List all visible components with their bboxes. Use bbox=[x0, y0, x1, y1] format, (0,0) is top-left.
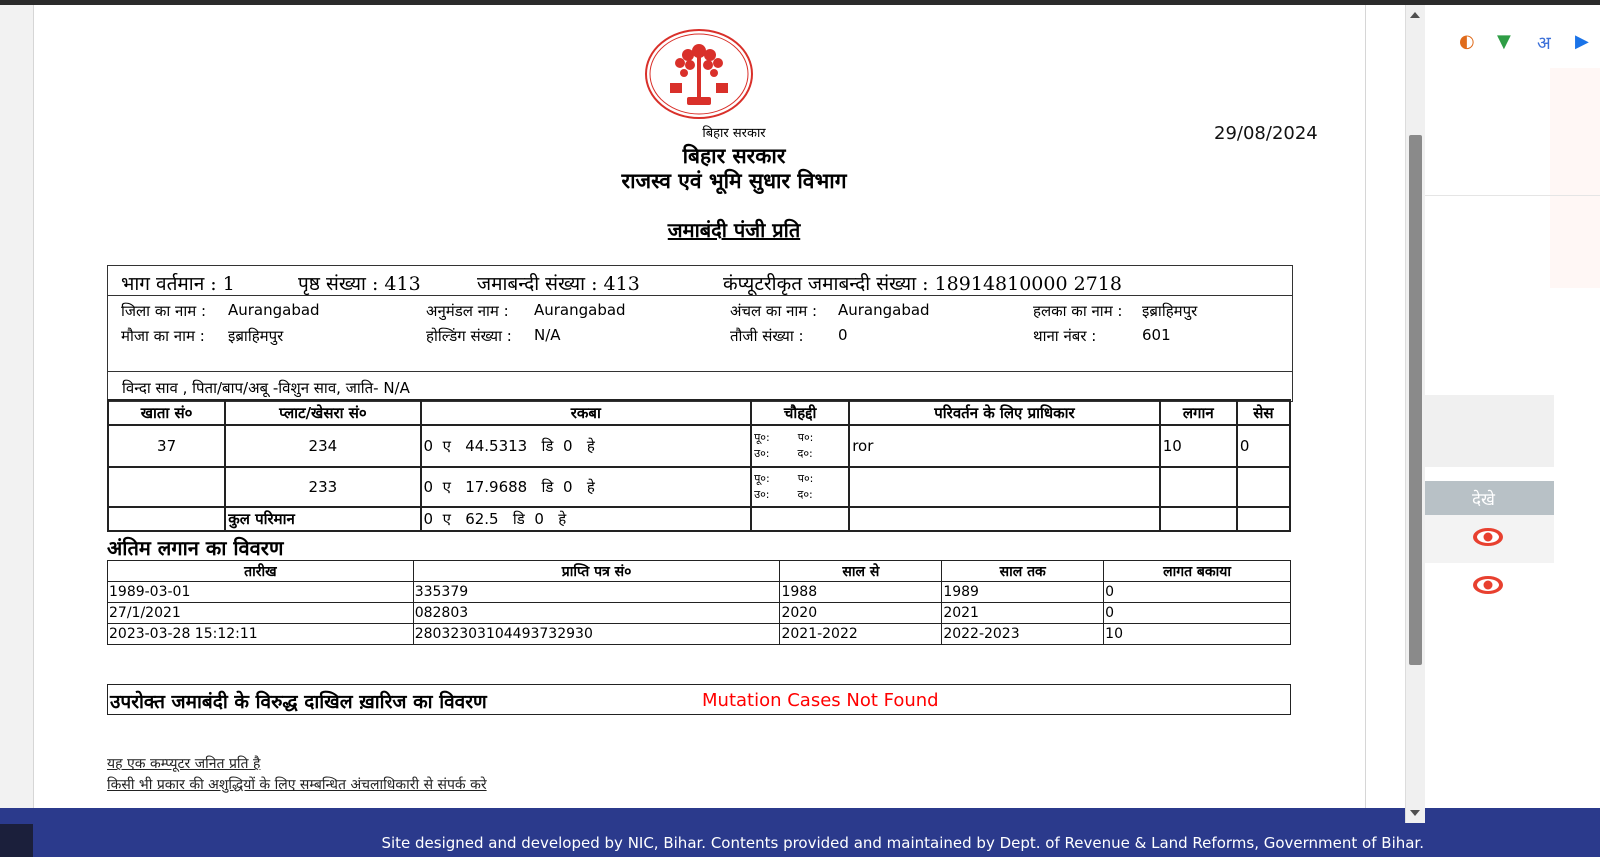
cell-empty bbox=[849, 507, 1160, 531]
cell-chauhaddi: पू०: प०: उ०: द०: bbox=[751, 425, 849, 467]
col-prapti: प्राप्ति पत्र सं० bbox=[413, 561, 780, 582]
background-gray-panel bbox=[1424, 395, 1554, 467]
cell: 082803 bbox=[413, 603, 780, 624]
cell-adhikar bbox=[849, 467, 1160, 507]
table-row bbox=[108, 425, 1290, 467]
cell: 10 bbox=[1104, 624, 1291, 645]
view-eye-icon[interactable] bbox=[1472, 525, 1504, 549]
cell: 335379 bbox=[413, 582, 780, 603]
mutation-status: Mutation Cases Not Found bbox=[702, 690, 939, 711]
cell-empty bbox=[751, 507, 849, 531]
cell-ses: 0 bbox=[1237, 425, 1290, 467]
holding-value: N/A bbox=[534, 326, 561, 344]
dept-title: राजस्व एवं भूमि सुधार विभाग bbox=[621, 168, 847, 193]
computerized-number-text: कंप्यूटरीकृत जमाबन्दी संख्या : 18914810000 2718 bbox=[723, 273, 1122, 295]
khata-table-header bbox=[108, 400, 1290, 425]
cell-khata: 37 bbox=[108, 425, 225, 467]
col-chauhaddi: चौहद्दी bbox=[751, 400, 849, 425]
background-side-card bbox=[1550, 68, 1600, 288]
background-table-row bbox=[1424, 515, 1554, 563]
anchal-label: अंचल का नाम : bbox=[730, 302, 818, 320]
col-ses: सेस bbox=[1237, 400, 1290, 425]
cell-adhikar: ror bbox=[849, 425, 1160, 467]
extension-play-icon[interactable]: ▶ bbox=[1575, 31, 1589, 52]
document-scrollbar[interactable] bbox=[1405, 5, 1425, 823]
table-row bbox=[108, 624, 1291, 645]
contact-note: किसी भी प्रकार की अशुद्धियों के लिए सम्बन्धित अंचलाधिकारी से संपर्क करे bbox=[107, 777, 487, 793]
total-row bbox=[108, 507, 1290, 531]
cell-empty bbox=[1160, 507, 1237, 531]
extension-shield-icon[interactable]: ▼ bbox=[1497, 31, 1511, 52]
doc-title: जमाबंदी पंजी प्रति bbox=[667, 218, 801, 242]
col-saal-se: साल से bbox=[780, 561, 942, 582]
cell: 2021 bbox=[942, 603, 1104, 624]
cell-plot: 233 bbox=[225, 467, 420, 507]
cell: 1988 bbox=[780, 582, 942, 603]
cell: 1989-03-01 bbox=[108, 582, 414, 603]
tauji-value: 0 bbox=[838, 326, 848, 344]
anchal-value: Aurangabad bbox=[838, 301, 930, 319]
scroll-down-arrow-icon[interactable] bbox=[1410, 810, 1420, 816]
bhag-text: भाग वर्तमान : 1 bbox=[121, 273, 235, 295]
col-plot: प्लाट/खेसरा सं० bbox=[225, 400, 420, 425]
cell-plot: 234 bbox=[225, 425, 420, 467]
mutation-label: उपरोक्त जमाबंदी के विरुद्ध दाखिल ख़ारिज का विवरण bbox=[110, 691, 487, 713]
col-lagan: लगान bbox=[1160, 400, 1237, 425]
table-row bbox=[108, 582, 1291, 603]
col-tarikh: तारीख bbox=[108, 561, 414, 582]
thana-label: थाना नंबर : bbox=[1033, 327, 1097, 345]
khata-table bbox=[107, 399, 1291, 532]
cell-lagan bbox=[1160, 467, 1237, 507]
col-khata: खाता सं० bbox=[108, 400, 225, 425]
scroll-up-arrow-icon[interactable] bbox=[1410, 12, 1420, 18]
jila-label: जिला का नाम : bbox=[121, 302, 207, 320]
jamabandi-number-text: जमाबन्दी संख्या : 413 bbox=[477, 273, 640, 295]
cell-chauhaddi: पू०: प०: उ०: द०: bbox=[751, 467, 849, 507]
mauja-label: मौजा का नाम : bbox=[121, 327, 205, 345]
cell-rakba: 0 ए 44.5313 डि 0 हे bbox=[421, 425, 752, 467]
gov-title: बिहार सरकार bbox=[682, 143, 786, 168]
total-rakba: 0 ए 62.5 डि 0 हे bbox=[421, 507, 752, 531]
halka-label: हलका का नाम : bbox=[1033, 302, 1123, 320]
page-left-margin bbox=[0, 5, 33, 857]
holding-label: होल्डिंग संख्या : bbox=[426, 327, 512, 345]
col-bakaya: लागत बकाया bbox=[1104, 561, 1291, 582]
col-saal-tak: साल तक bbox=[942, 561, 1104, 582]
bihar-emblem-logo bbox=[644, 29, 754, 125]
scrollbar-thumb[interactable] bbox=[1409, 135, 1422, 665]
col-rakba: रकबा bbox=[421, 400, 752, 425]
lagan-table-header bbox=[108, 561, 1291, 582]
cell-lagan: 10 bbox=[1160, 425, 1237, 467]
anumandal-value: Aurangabad bbox=[534, 301, 626, 319]
cell: 0 bbox=[1104, 603, 1291, 624]
cell-ses bbox=[1237, 467, 1290, 507]
mutation-box bbox=[107, 684, 1291, 715]
print-date: 29/08/2024 bbox=[1214, 123, 1318, 144]
halka-value: इब्राहिमपुर bbox=[1142, 302, 1198, 320]
tauji-label: तौजी संख्या : bbox=[730, 327, 804, 345]
col-adhikar: परिवर्तन के लिए प्राधिकार bbox=[849, 400, 1160, 425]
view-eye-icon[interactable] bbox=[1472, 573, 1504, 597]
cell-empty bbox=[108, 507, 225, 531]
mauja-value: इब्राहिमपुर bbox=[228, 327, 284, 345]
background-table-row bbox=[1424, 563, 1554, 611]
prishth-text: पृष्ठ संख्या : 413 bbox=[298, 273, 421, 295]
extension-moon-icon[interactable]: ◐ bbox=[1459, 31, 1475, 52]
cell-khata bbox=[108, 467, 225, 507]
cell: 28032303104493732930 bbox=[413, 624, 780, 645]
cell: 27/1/2021 bbox=[108, 603, 414, 624]
table-row bbox=[108, 467, 1290, 507]
cell: 2023-03-28 15:12:11 bbox=[108, 624, 414, 645]
cell: 1989 bbox=[942, 582, 1104, 603]
cell: 2022-2023 bbox=[942, 624, 1104, 645]
cell-rakba: 0 ए 17.9688 डि 0 हे bbox=[421, 467, 752, 507]
table-row bbox=[108, 603, 1291, 624]
location-info bbox=[108, 296, 1292, 372]
background-divider bbox=[1424, 195, 1600, 196]
background-column-header: देखे bbox=[1424, 481, 1554, 515]
total-label: कुल परिमान bbox=[225, 507, 420, 531]
extensions-bar bbox=[1405, 22, 1600, 60]
lagan-section-title: अंतिम लगान का विवरण bbox=[107, 536, 284, 560]
owner-details: विन्दा साव , पिता/बाप/अबू -विशुन साव, जाति- N/A bbox=[122, 379, 410, 397]
lagan-table bbox=[107, 560, 1291, 645]
computer-generated-note: यह एक कम्प्यूटर जनित प्रति है bbox=[107, 756, 261, 772]
cell: 2021-2022 bbox=[780, 624, 942, 645]
jamabandi-info-frame bbox=[107, 265, 1293, 402]
logo-caption: बिहार सरकार bbox=[702, 126, 766, 141]
jamabandi-header-row bbox=[108, 266, 1292, 296]
cell: 2020 bbox=[780, 603, 942, 624]
extension-hindi-icon[interactable]: अ bbox=[1537, 33, 1551, 54]
cell-empty bbox=[1237, 507, 1290, 531]
thana-value: 601 bbox=[1142, 326, 1171, 344]
anumandal-label: अनुमंडल नाम : bbox=[426, 302, 509, 320]
jila-value: Aurangabad bbox=[228, 301, 320, 319]
cell: 0 bbox=[1104, 582, 1291, 603]
footer-text: Site designed and developed by NIC, Bihar. Contents provided and maintained by Dept. of Revenue & Land Reforms, Government of Bihar. bbox=[381, 834, 1424, 852]
